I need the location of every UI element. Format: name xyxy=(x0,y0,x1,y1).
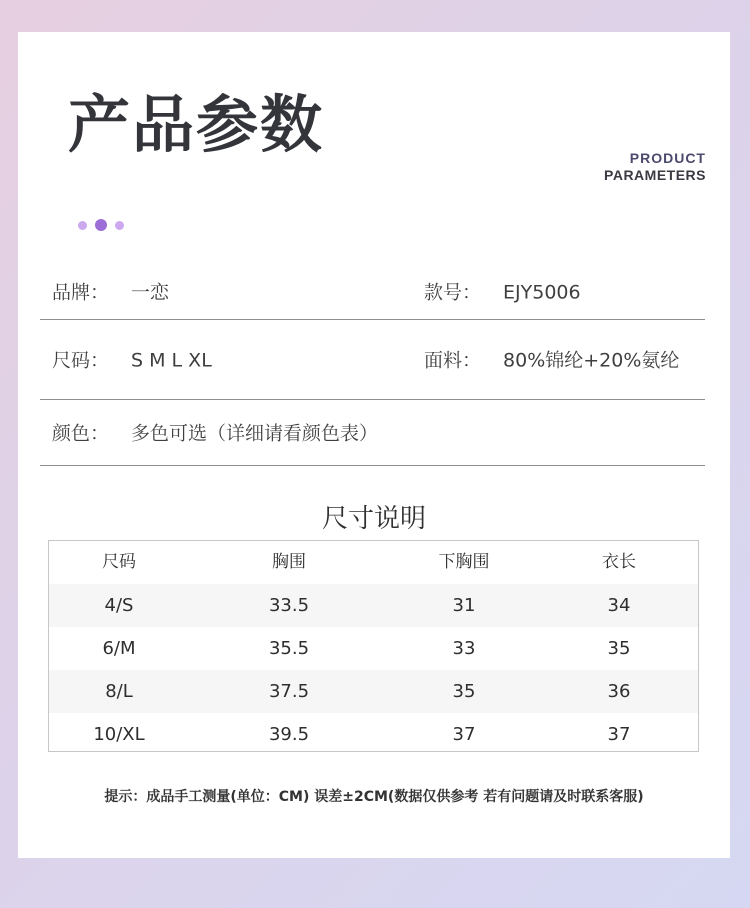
table-cell: 35 xyxy=(452,681,476,702)
table-cell: 6/M xyxy=(102,638,136,659)
fabric-value: 80%锦纶+20%氨纶 xyxy=(503,349,680,372)
table-row xyxy=(49,670,698,713)
table-cell: 39.5 xyxy=(268,724,310,745)
table-cell: 10/XL xyxy=(93,724,145,745)
product-parameters-card xyxy=(18,32,730,858)
dot-icon xyxy=(95,219,107,231)
header-cell-bust: 胸围 xyxy=(272,552,306,572)
style-number-value: EJY5006 xyxy=(503,281,581,303)
size-value: S M L XL xyxy=(131,349,212,372)
table-cell: 34 xyxy=(607,595,631,616)
table-row xyxy=(49,584,698,627)
page-title: 产品参数 xyxy=(68,88,325,161)
fabric-field xyxy=(424,346,679,373)
table-header-row xyxy=(49,541,698,584)
style-number-field xyxy=(424,277,581,304)
color-value: 多色可选（详细请看颜色表） xyxy=(131,422,379,445)
param-row-size-fabric xyxy=(40,319,705,400)
size-chart-title: 尺寸说明 xyxy=(321,504,426,534)
table-cell: 33.5 xyxy=(268,595,310,616)
brand-field xyxy=(52,277,169,304)
table-cell: 4/S xyxy=(104,595,134,616)
table-cell: 37 xyxy=(452,724,476,745)
subtitle-product: PRODUCT xyxy=(629,150,706,166)
table-cell: 36 xyxy=(607,681,631,702)
color-field xyxy=(52,419,378,446)
table-cell: 8/L xyxy=(105,681,133,702)
table-cell: 37.5 xyxy=(268,681,310,702)
table-cell: 35 xyxy=(607,638,631,659)
measurement-note: 提示：成品手工测量(单位：CM) 误差±2CM(数据仅供参考 若有问题请及时联系客服) xyxy=(104,789,644,805)
color-label: 颜色： xyxy=(52,422,110,445)
style-number-label: 款号： xyxy=(424,281,482,303)
fabric-label: 面料： xyxy=(424,349,482,372)
english-subtitle xyxy=(604,150,706,184)
header-cell-underbust: 下胸围 xyxy=(438,552,490,572)
table-cell: 31 xyxy=(452,595,476,616)
dot-icon xyxy=(115,221,124,230)
dot-icon xyxy=(78,221,87,230)
table-row xyxy=(49,713,698,756)
table-cell: 35.5 xyxy=(268,638,310,659)
table-cell: 33 xyxy=(452,638,476,659)
param-row-brand-style xyxy=(40,262,705,320)
size-field xyxy=(52,346,212,373)
table-cell: 37 xyxy=(607,724,631,745)
header-cell-length: 衣长 xyxy=(602,552,636,572)
header-cell-size: 尺码 xyxy=(102,552,136,572)
table-row xyxy=(49,627,698,670)
brand-value: 一恋 xyxy=(131,281,170,303)
size-chart-table xyxy=(48,540,699,752)
param-row-color xyxy=(40,399,705,466)
size-label: 尺码： xyxy=(52,349,110,372)
subtitle-parameters: PARAMETERS xyxy=(604,167,706,183)
brand-label: 品牌： xyxy=(52,281,110,303)
